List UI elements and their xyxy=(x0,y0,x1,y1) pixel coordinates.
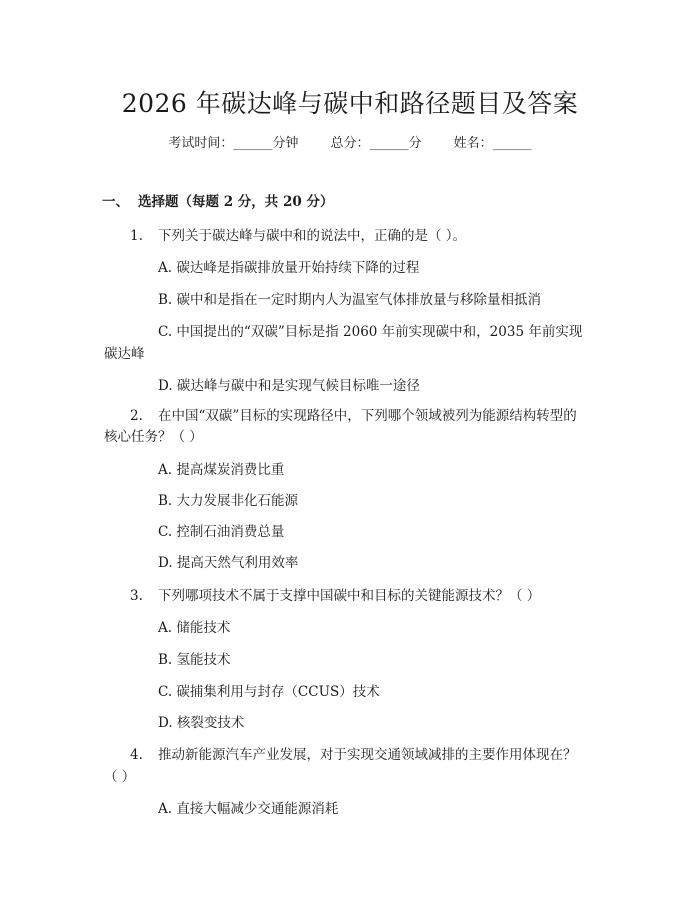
option-continuation: 碳达峰 xyxy=(104,346,145,362)
option-item: D. 核裂变技术 xyxy=(158,715,245,731)
option-item: B. 氢能技术 xyxy=(158,652,231,668)
question-number: 4. xyxy=(130,747,143,763)
question-continuation: （ ） xyxy=(104,769,136,785)
question-stem xyxy=(130,404,577,424)
question-stem xyxy=(130,743,577,763)
question-number: 1. xyxy=(130,228,143,244)
question-stem xyxy=(130,584,540,604)
option-item: A. 提高煤炭消费比重 xyxy=(158,462,285,478)
question-stem xyxy=(130,224,466,244)
question-text: 推动新能源汽车产业发展，对于实现交通领域减排的主要作用体现在？ xyxy=(158,747,577,763)
question-number: 3. xyxy=(130,588,143,604)
section-heading xyxy=(102,190,333,210)
total-score-field: 总分：______分 xyxy=(330,136,422,151)
option-item: A. 储能技术 xyxy=(158,620,231,636)
page-title: 2026 年碳达峰与碳中和路径题目及答案 xyxy=(121,89,579,118)
option-item: B. 碳中和是指在一定时期内人为温室气体排放量与移除量相抵消 xyxy=(158,292,542,308)
student-name-field: 姓名：______ xyxy=(453,136,532,151)
section-number: 一、 xyxy=(102,194,129,210)
option-item: D. 提高天然气利用效率 xyxy=(158,555,299,571)
option-item: D. 碳达峰与碳中和是实现气候目标唯一途径 xyxy=(158,378,420,394)
exam-meta xyxy=(0,132,700,151)
option-item: B. 大力发展非化石能源 xyxy=(158,493,299,509)
question-continuation: 核心任务？（ ） xyxy=(104,429,203,445)
question-text: 在中国“双碳”目标的实现路径中，下列哪个领域被列为能源结构转型的 xyxy=(158,408,577,424)
question-text: 下列关于碳达峰与碳中和的说法中，正确的是（ ）。 xyxy=(158,228,467,244)
option-item: C. 中国提出的“双碳”目标是指 2060 年前实现碳中和，2035 年前实现 xyxy=(158,324,583,340)
question-number: 2. xyxy=(130,408,143,424)
section-title: 选择题（每题 2 分，共 20 分） xyxy=(138,194,334,210)
option-item: A. 碳达峰是指碳排放量开始持续下降的过程 xyxy=(158,260,420,276)
option-item: C. 碳捕集利用与封存（CCUS）技术 xyxy=(158,684,380,700)
exam-time-field: 考试时间：______分钟 xyxy=(168,136,299,151)
option-item: C. 控制石油消费总量 xyxy=(158,524,285,540)
question-text: 下列哪项技术不属于支撑中国碳中和目标的关键能源技术？（ ） xyxy=(158,588,541,604)
option-item: A. 直接大幅减少交通能源消耗 xyxy=(158,801,339,817)
